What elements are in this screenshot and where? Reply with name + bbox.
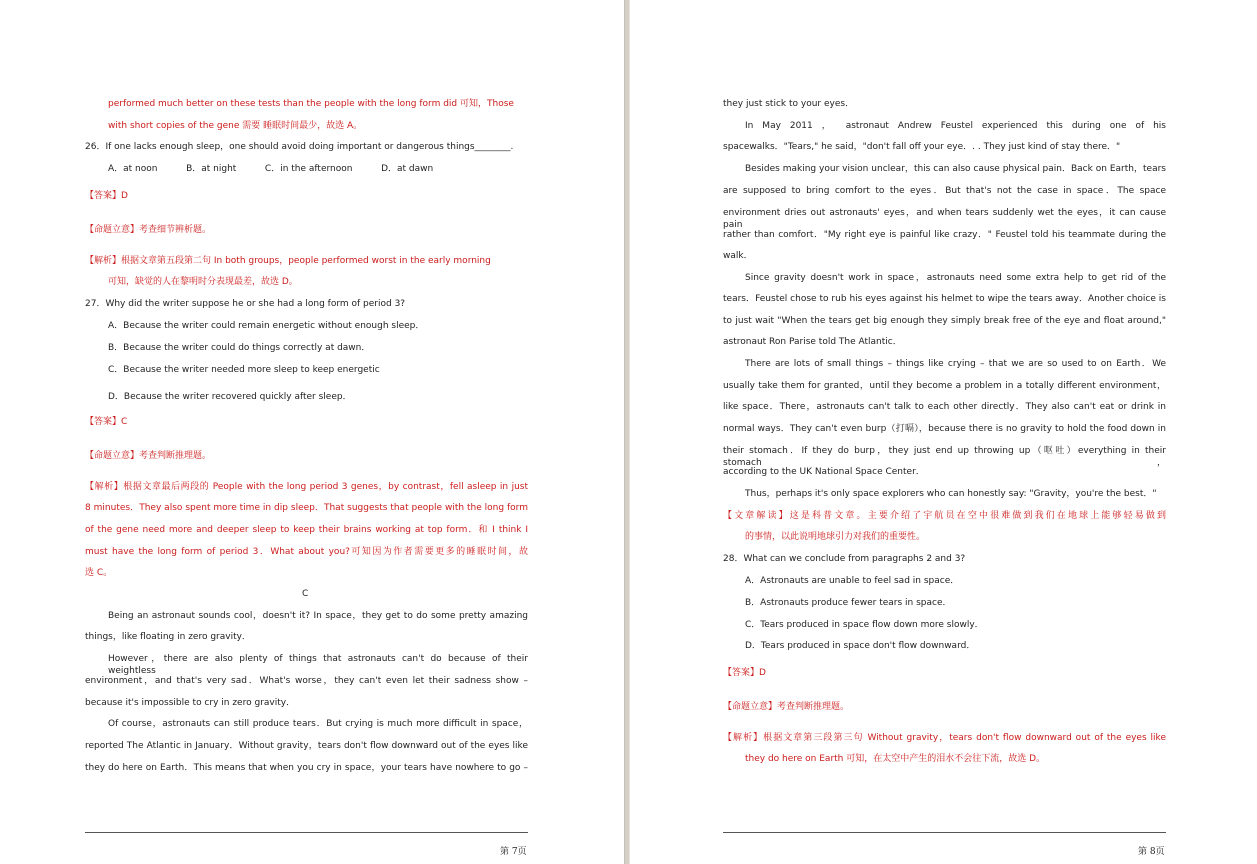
passage-line: tears．Feustel chose to rub his eyes against his helmet to wipe the tears away．Another choice is <box>723 294 1166 304</box>
page-7 <box>0 0 624 864</box>
passage-line: Of course，astronauts can still produce tears．But crying is much more difficult in space， <box>108 719 528 729</box>
text-line: 8 minutes．They also spent more time in dip sleep．That suggests that people with the long form <box>85 503 528 513</box>
option-28-b: B．Astronauts produce fewer tears in space． <box>745 598 952 608</box>
passage-line: normal ways．They can't even burp（打嗝），because there is no gravity to hold the food down in <box>723 424 1166 434</box>
analysis-27: 【解析】根据文章最后两段的 People with the long period 3 genes，by contrast，fell asleep in just <box>85 482 528 492</box>
analysis-28: 【解析】根据文章第三段第三句 Without gravity，tears don't flow downward out of the eyes like <box>723 733 1166 743</box>
question-26: 26．If one lacks enough sleep，one should avoid doing important or dangerous things________. <box>85 142 514 152</box>
footer-rule <box>723 832 1166 833</box>
option-28-c: C．Tears produced in space flow down more slowly． <box>745 620 984 630</box>
text-line: 的事情，以此说明地球引力对我们的重要性。 <box>745 532 926 542</box>
page-number: 第 7页 <box>500 847 527 857</box>
option-27-c: C．Because the writer needed more sleep to keep energetic <box>108 365 380 375</box>
passage-line: they just stick to your eyes． <box>723 99 855 109</box>
intent-27: 【命题立意】考查判断推理题。 <box>85 451 212 461</box>
page-8 <box>630 0 1257 864</box>
passage-line: things，like floating in zero gravity． <box>85 632 251 642</box>
passage-line: spacewalks．"Tears," he said，"don't fall off your eye．. . They just kind of stay there．" <box>723 142 1121 152</box>
passage-line: Besides making your vision unclear，this can also cause physical pain．Back on Earth，tears <box>745 164 1166 174</box>
passage-heading: C <box>302 589 309 599</box>
passage-line: to just wait "When the tears get big enough they simply break free of the eye and float around," <box>723 316 1166 326</box>
options-26: A．at noon B．at night C．in the afternoon D．at dawn <box>108 164 434 174</box>
option-28-a: A．Astronauts are unable to feel sad in space． <box>745 576 960 586</box>
passage-line: Since gravity doesn't work in space，astronauts need some extra help to get rid of the <box>745 273 1166 283</box>
passage-line: There are lots of small things – things like crying – that we are so used to on Earth．We <box>745 359 1166 369</box>
intent-26: 【命题立意】考查细节辨析题。 <box>85 225 212 235</box>
question-27: 27．Why did the writer suppose he or she had a long form of period 3? <box>85 299 406 309</box>
answer-27: 【答案】C <box>85 417 128 427</box>
passage-line: according to the UK National Space Center． <box>723 467 925 477</box>
passage-line: In May 2011 ， astronaut Andrew Feustel experienced this during one of his <box>745 121 1166 131</box>
option-27-a: A．Because the writer could remain energetic without enough sleep． <box>108 321 425 331</box>
footer-rule <box>85 832 528 833</box>
answer-28: 【答案】D <box>723 668 766 678</box>
text-line: with short copies of the gene 需要 睡眠时间最少，故选 A。 <box>108 121 363 131</box>
analysis-26: 【解析】根据文章第五段第二句 In both groups，people performed worst in the early morning <box>85 256 491 266</box>
option-27-b: B．Because the writer could do things correctly at dawn． <box>108 343 371 353</box>
passage-line: Being an astronaut sounds cool，doesn't it? In space，they get to do some pretty amazing <box>108 611 528 621</box>
text-line: they do here on Earth 可知，在太空中产生的泪水不会往下流，故选 D。 <box>745 754 1046 764</box>
question-28: 28．What can we conclude from paragraphs 2 and 3? <box>723 554 966 564</box>
passage-line: they do here on Earth．This means that when you cry in space，your tears have nowhere to go – <box>85 763 528 773</box>
passage-line: because it's impossible to cry in zero gravity． <box>85 698 296 708</box>
text-line: 选 C。 <box>85 568 113 578</box>
text-line: 可知，缺觉的人在黎明时分表现最差，故选 D。 <box>108 277 298 287</box>
passage-line: astronaut Ron Parise told The Atlantic． <box>723 337 902 347</box>
passage-line: usually take them for granted，until they become a problem in a totally different environment， <box>723 381 1166 391</box>
passage-line: environment，and that's very sad．What's worse，they can't even let their sadness show – <box>85 676 528 686</box>
passage-line: However，there are also plenty of things that astronauts can't do because of their weightless <box>108 654 528 676</box>
passage-line: like space．There，astronauts can't talk to each other directly．They also can't eat or drink in <box>723 402 1166 412</box>
page-number: 第 8页 <box>1138 847 1165 857</box>
text-line: of the gene need more and deeper sleep to keep their brains working at top form．和 I think I <box>85 525 528 535</box>
passage-line: Thus，perhaps it's only space explorers who can honestly say: "Gravity，you're the best．" <box>745 489 1157 499</box>
text-line: performed much better on these tests than the people with the long form did 可知，Those <box>108 99 514 109</box>
answer-26: 【答案】D <box>85 191 128 201</box>
text-line: must have the long form of period 3．What about you?可知因为作者需要更多的睡眠时间，故 <box>85 547 528 557</box>
intent-28: 【命题立意】考查判断推理题。 <box>723 702 850 712</box>
passage-line: are supposed to bring comfort to the eyes．But that's not the case in space．The space <box>723 186 1166 196</box>
option-28-d: D．Tears produced in space don't flow downward． <box>745 641 976 651</box>
article-interpretation: 【文章解读】这是科普文章。主要介绍了宇航员在空中很难做到我们在地球上能够轻易做到 <box>723 511 1166 521</box>
passage-line: walk． <box>723 251 753 261</box>
option-27-d: D．Because the writer recovered quickly after sleep． <box>108 392 352 402</box>
passage-line: rather than comfort．"My right eye is painful like crazy．" Feustel told his teammate during the <box>723 230 1166 240</box>
passage-line: their stomach．If they do burp，they just end up throwing up（呕吐）everything in their stomach， <box>723 446 1166 468</box>
passage-line: reported The Atlantic in January．Without gravity，tears don't flow downward out of the eyes like <box>85 741 528 751</box>
passage-line: environment dries out astronauts' eyes，and when tears suddenly wet the eyes，it can cause pain <box>723 208 1166 230</box>
